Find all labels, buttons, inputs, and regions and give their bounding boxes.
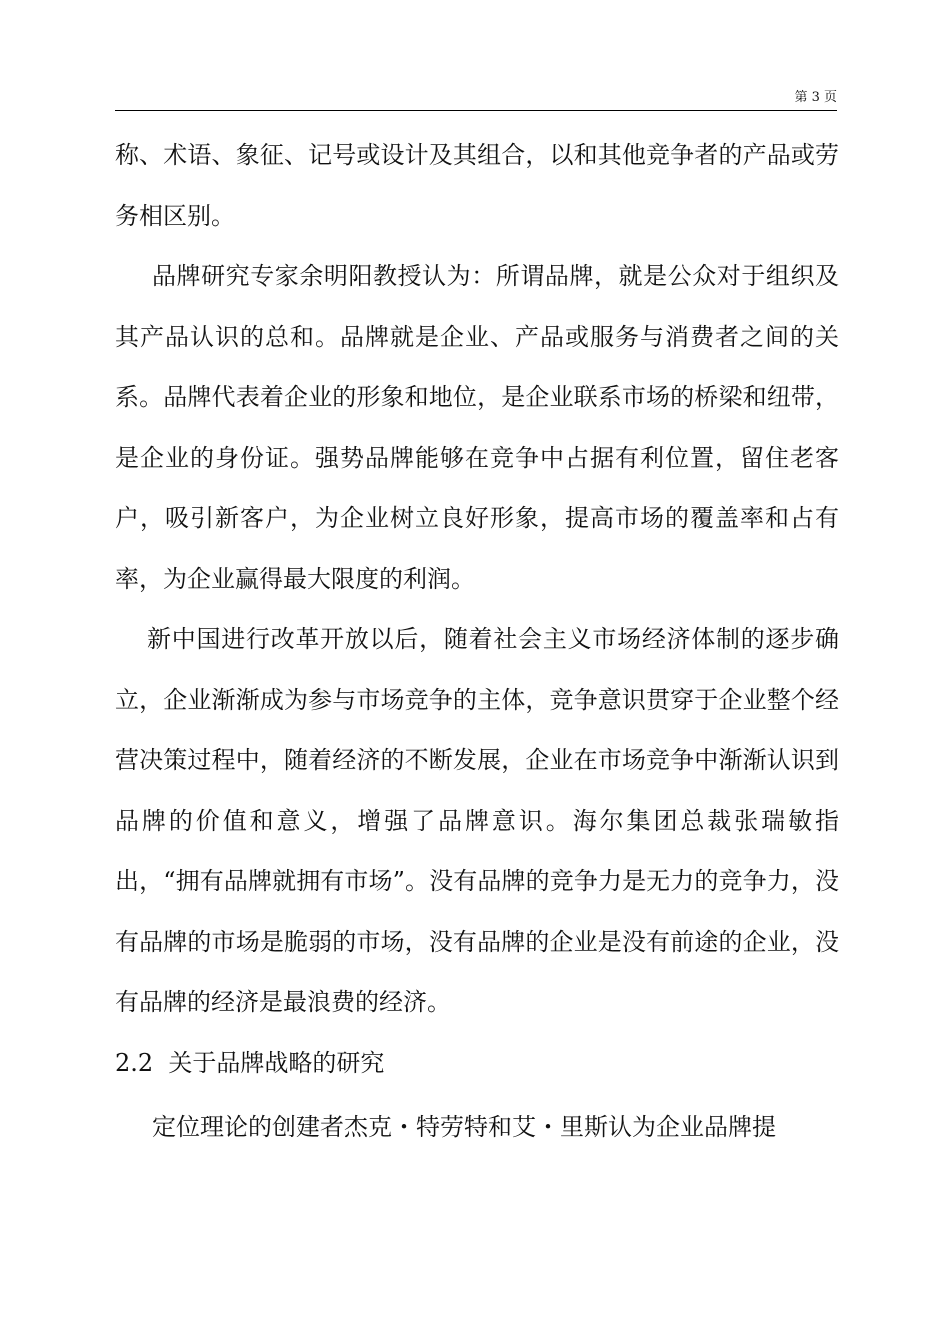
paragraph-brand-awareness: 新中国进行改革开放以后，随着社会主义市场经济体制的逐步确立，企业渐渐成为参与市场竞争的主体，竞争意识贯穿于企业整个经营决策过程中，随着经济的不断发展，企业在市场竞争中渐渐认识到品牌的价值和意义，增强了品牌意识。海尔集团总裁张瑞敏指出，“拥有品牌就拥有市场”。没有品牌的竞争力是无力的竞争力，没有品牌的市场是脆弱的市场，没有品牌的企业是没有前途的企业，没有品牌的经济是最浪费的经济。 <box>115 625 839 1016</box>
document-body <box>115 125 839 1157</box>
section-heading: 2.2 关于品牌战略的研究 <box>115 1048 385 1077</box>
page-header <box>115 88 837 111</box>
paragraph-continuation: 称、术语、象征、记号或设计及其组合，以和其他竞争者的产品或劳务相区别。 <box>115 141 839 230</box>
paragraph-brand-definition: 品牌研究专家余明阳教授认为：所谓品牌，就是公众对于组织及其产品认识的总和。品牌就是企业、产品或服务与消费者之间的关系。品牌代表着企业的形象和地位，是企业联系市场的桥梁和纽带，是企业的身份证。强势品牌能够在竞争中占据有利位置，留住老客户，吸引新客户，为企业树立良好形象，提高市场的覆盖率和占有率，为企业赢得最大限度的利润。 <box>115 262 839 593</box>
page-number: 第 3 页 <box>794 90 837 105</box>
paragraph-positioning-theory: 定位理论的创建者杰克・特劳特和艾・里斯认为企业品牌提 <box>152 1112 776 1141</box>
